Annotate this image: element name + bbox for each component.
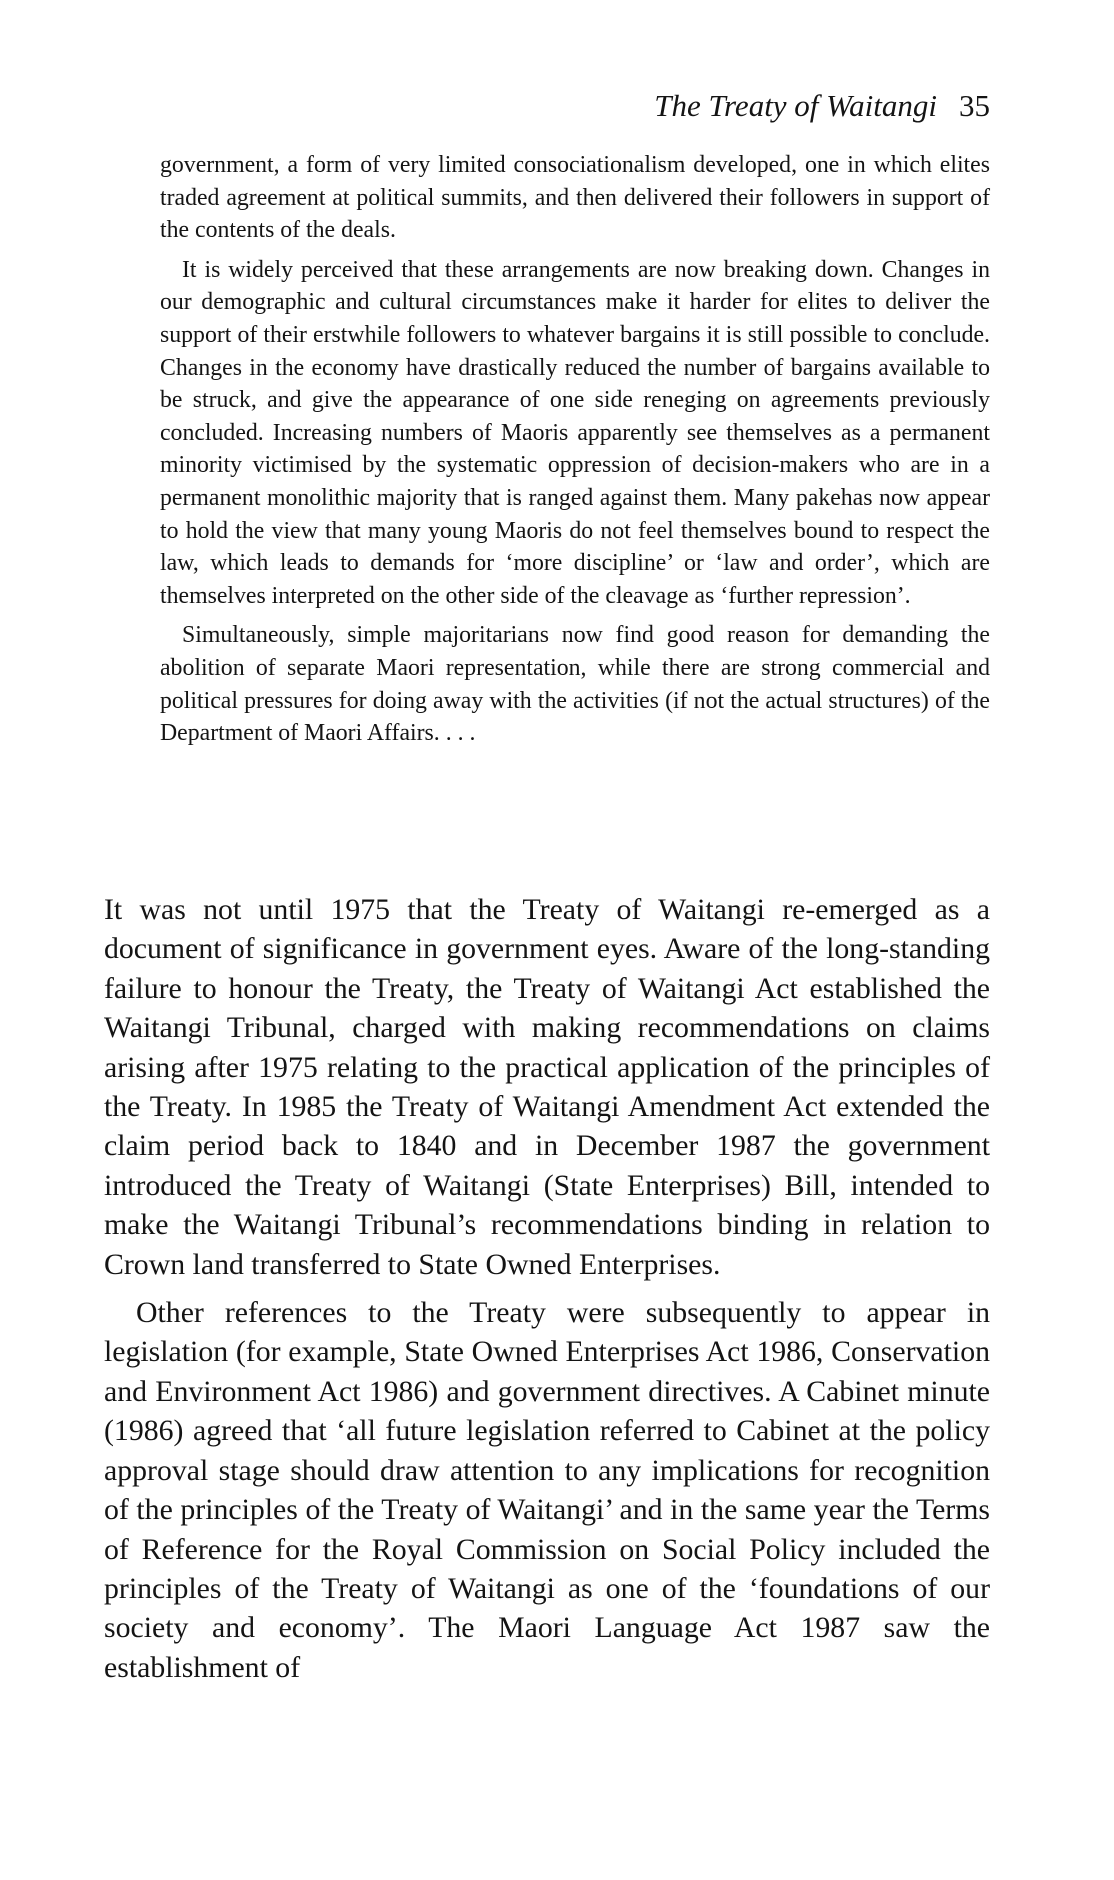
running-head (160, 88, 990, 124)
page-number: 35 (959, 88, 990, 123)
quote-paragraph: Simultaneously, simple majoritarians now find good reason for demanding the abolition of separate Maori representation, while there are strong commercial and political pressures for doing away with the activities (if not the actual structures) of the Department of Maori Affairs. . . . (160, 622, 990, 747)
quote-paragraph: government, a form of very limited consociationalism developed, one in which elites traded agreement at political summits, and then delivered their followers in support of the contents of the deals. (160, 152, 990, 244)
block-quote (160, 149, 990, 757)
quote-paragraph: It is widely perceived that these arrangements are now breaking down. Changes in our demographic and cultural circumstances make it harder for elites to deliver the support of their erstwhile followers to whatever bargains it is still possible to conclude. Changes in the economy have drastically reduced the number of bargains available to be struck, and give the appearance of one side reneging on agreements previously concluded. Increasing numbers of Maoris apparently see themselves as a permanent minority victimised by the systematic oppression of decision-makers who are in a permanent monolithic majority that is ranged against them. Many pakehas now appear to hold the view that many young Maoris do not feel themselves bound to respect the law, which leads to demands for ‘more discipline’ or ‘law and order’, which are themselves interpreted on the other side of the cleavage as ‘further repression’. (160, 256, 990, 609)
body-text (104, 890, 990, 1696)
body-paragraph: Other references to the Treaty were subsequently to appear in legislation (for example, State Owned Enterprises Act 1986, Conservation and Environment Act 1986) and government directives. A Cabinet minute (1986) agreed that ‘all future legislation referred to Cabinet at the policy approval stage should draw attention to any implications for recognition of the principles of the Treaty of Waitangi’ and in the same year the Terms of Reference for the Royal Commission on Social Policy included the principles of the Treaty of Waitangi as one of the ‘foundations of our society and economy’. The Maori Language Act 1987 saw the establishment of (104, 1296, 990, 1684)
body-paragraph: It was not until 1975 that the Treaty of Waitangi re-emerged as a document of significance in government eyes. Aware of the long-standing failure to honour the Treaty, the Treaty of Waitangi Act established the Waitangi Tribunal, charged with making recommendations on claims arising after 1975 relating to the practical application of the principles of the Treaty. In 1985 the Treaty of Waitangi Amendment Act extended the claim period back to 1840 and in December 1987 the government introduced the Treaty of Waitangi (State Enterprises) Bill, intended to make the Waitangi Tribunal’s recommendations binding in relation to Crown land transferred to State Owned Enterprises. (104, 893, 990, 1281)
running-head-title: The Treaty of Waitangi (654, 88, 937, 123)
